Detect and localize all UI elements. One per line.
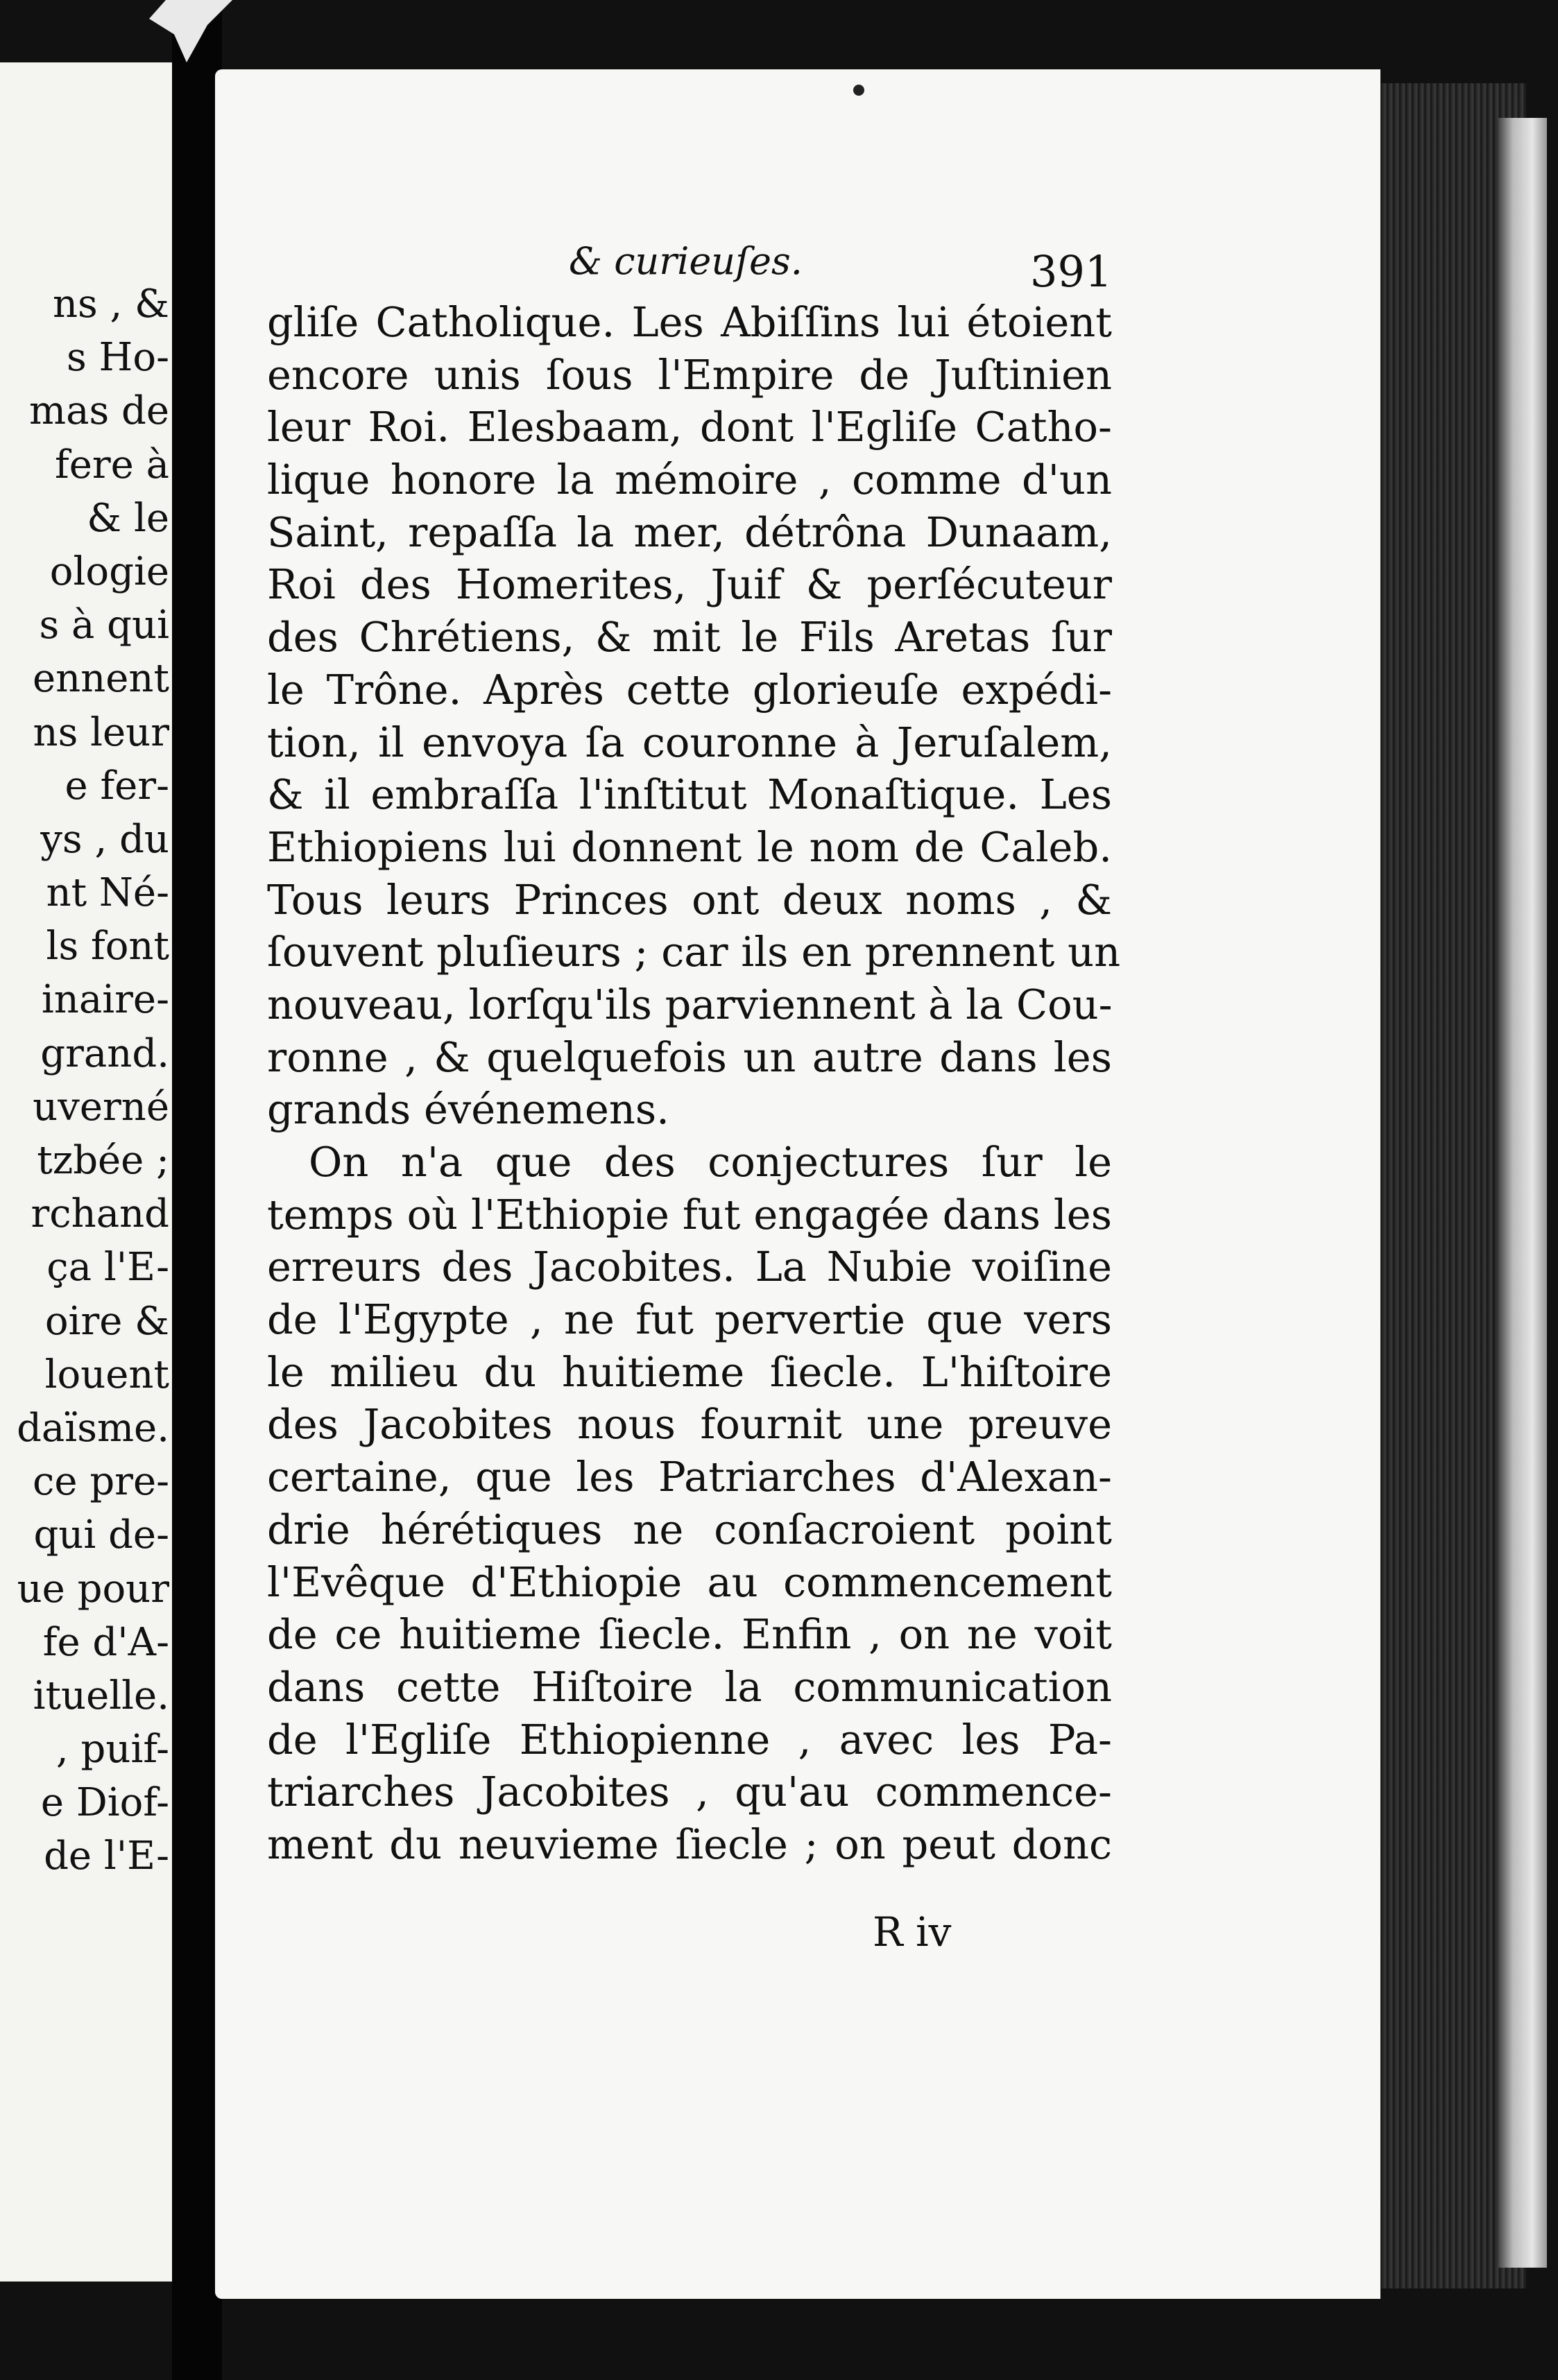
- text-line: certaine, que les Patriarches d'Alexan-: [267, 1453, 1112, 1501]
- left-page-line: ns , &: [52, 282, 169, 327]
- running-head: & curieuſes.: [569, 239, 803, 283]
- text-line: tion, il envoya ſa couronne à Jeruſalem,: [267, 718, 1112, 766]
- left-page-fragment: [0, 62, 172, 2282]
- text-line: triarches Jacobites , qu'au commence-: [267, 1768, 1112, 1816]
- left-page-line: ça l'E-: [46, 1245, 169, 1291]
- left-page-line: inaire-: [41, 977, 169, 1023]
- text-line: On n'a que des conjectures ſur le: [309, 1138, 1112, 1186]
- left-page-lines: [17, 277, 169, 1883]
- left-page-line: , puif-: [55, 1727, 169, 1773]
- text-line: le milieu du huitieme ſiecle. L'hiſtoire: [267, 1347, 1112, 1396]
- text-line: Roi des Homerites, Juif & perſécuteur: [267, 560, 1112, 609]
- text-line: & il embraſſa l'inſtitut Monaſtique. Les: [267, 770, 1112, 819]
- text-line: de l'Egliſe Ethiopienne , avec les Pa-: [267, 1715, 1112, 1764]
- text-line: temps où l'Ethiopie fut engagée dans les: [267, 1190, 1112, 1239]
- left-page-line: de l'E-: [44, 1834, 169, 1879]
- text-line: le Trône. Après cette glorieuſe expédi-: [267, 665, 1112, 714]
- text-line: leur Roi. Elesbaam, dont l'Egliſe Catho-: [267, 403, 1112, 451]
- left-page-line: e fer-: [65, 763, 169, 809]
- text-line: de ce huitieme ſiecle. Enfin , on ne voit: [267, 1610, 1112, 1659]
- text-line: ment du neuvieme ſiecle ; on peut donc: [267, 1820, 1112, 1868]
- left-page-line: ys , du: [40, 816, 169, 862]
- signature-mark: R iv: [873, 1908, 952, 1956]
- ink-speck: [853, 85, 864, 96]
- left-page-line: uverné: [33, 1084, 169, 1130]
- left-page-line: e Diof-: [40, 1780, 169, 1826]
- text-line: ronne , & quelquefois un autre dans les: [267, 1033, 1112, 1081]
- text-line: des Jacobites nous fournit une preuve: [267, 1400, 1112, 1449]
- left-page-line: ituelle.: [33, 1673, 169, 1718]
- text-line: nouveau, lorſqu'ils parviennent à la Cou-: [267, 980, 1113, 1028]
- page-edge-highlight: [1498, 118, 1547, 2268]
- left-page-line: mas de: [28, 388, 169, 434]
- left-page-line: rchand: [31, 1191, 169, 1237]
- left-page-line: nt Né-: [46, 870, 169, 916]
- text-line: dans cette Hiſtoire la communication: [267, 1662, 1112, 1711]
- text-line: des Chrétiens, & mit le Fils Aretas ſur: [267, 613, 1112, 662]
- text-line: de l'Egypte , ne fut pervertie que vers: [267, 1295, 1112, 1344]
- left-page-line: ennent: [33, 656, 169, 702]
- left-page-line: ologie: [49, 549, 169, 594]
- text-line: erreurs des Jacobites. La Nubie voiſine: [267, 1243, 1112, 1291]
- left-page-line: s Ho-: [66, 335, 169, 381]
- left-page-line: ce pre-: [33, 1459, 169, 1505]
- left-page-line: fere à: [55, 442, 169, 488]
- text-line: lique honore la mémoire , comme d'un: [267, 456, 1112, 504]
- text-line: Saint, repaſſa la mer, détrôna Dunaam,: [267, 508, 1112, 556]
- left-page-line: ns leur: [33, 709, 169, 755]
- left-page-line: daïsme.: [17, 1405, 169, 1451]
- left-page-line: grand.: [40, 1031, 169, 1076]
- left-page-line: ls font: [46, 924, 169, 969]
- text-line: gliſe Catholique. Les Abiſſins lui étoient: [267, 298, 1112, 346]
- page-number: 391: [1030, 246, 1113, 297]
- left-page-line: & le: [87, 495, 169, 541]
- text-line: Ethiopiens lui donnent le nom de Caleb.: [267, 822, 1112, 871]
- left-page-line: tzbée ;: [37, 1138, 169, 1183]
- text-line: grands événemens.: [267, 1085, 669, 1134]
- left-page-line: oire &: [44, 1298, 169, 1344]
- left-page-line: ue pour: [17, 1566, 169, 1612]
- text-line: Tous leurs Princes ont deux noms , &: [267, 875, 1112, 924]
- text-line: encore unis ſous l'Empire de Juſtinien: [267, 350, 1112, 399]
- left-page-line: qui de-: [33, 1512, 169, 1558]
- text-line: l'Evêque d'Ethiopie au commencement: [267, 1558, 1112, 1606]
- left-page-line: fe d'A-: [42, 1619, 169, 1665]
- body-text: [267, 296, 1121, 1871]
- left-page-line: louent: [44, 1352, 169, 1397]
- left-page-line: s à qui: [39, 603, 169, 648]
- text-line: ſouvent pluſieurs ; car ils en prennent un: [267, 928, 1121, 976]
- text-line: drie hérétiques ne conſacroient point: [267, 1505, 1112, 1553]
